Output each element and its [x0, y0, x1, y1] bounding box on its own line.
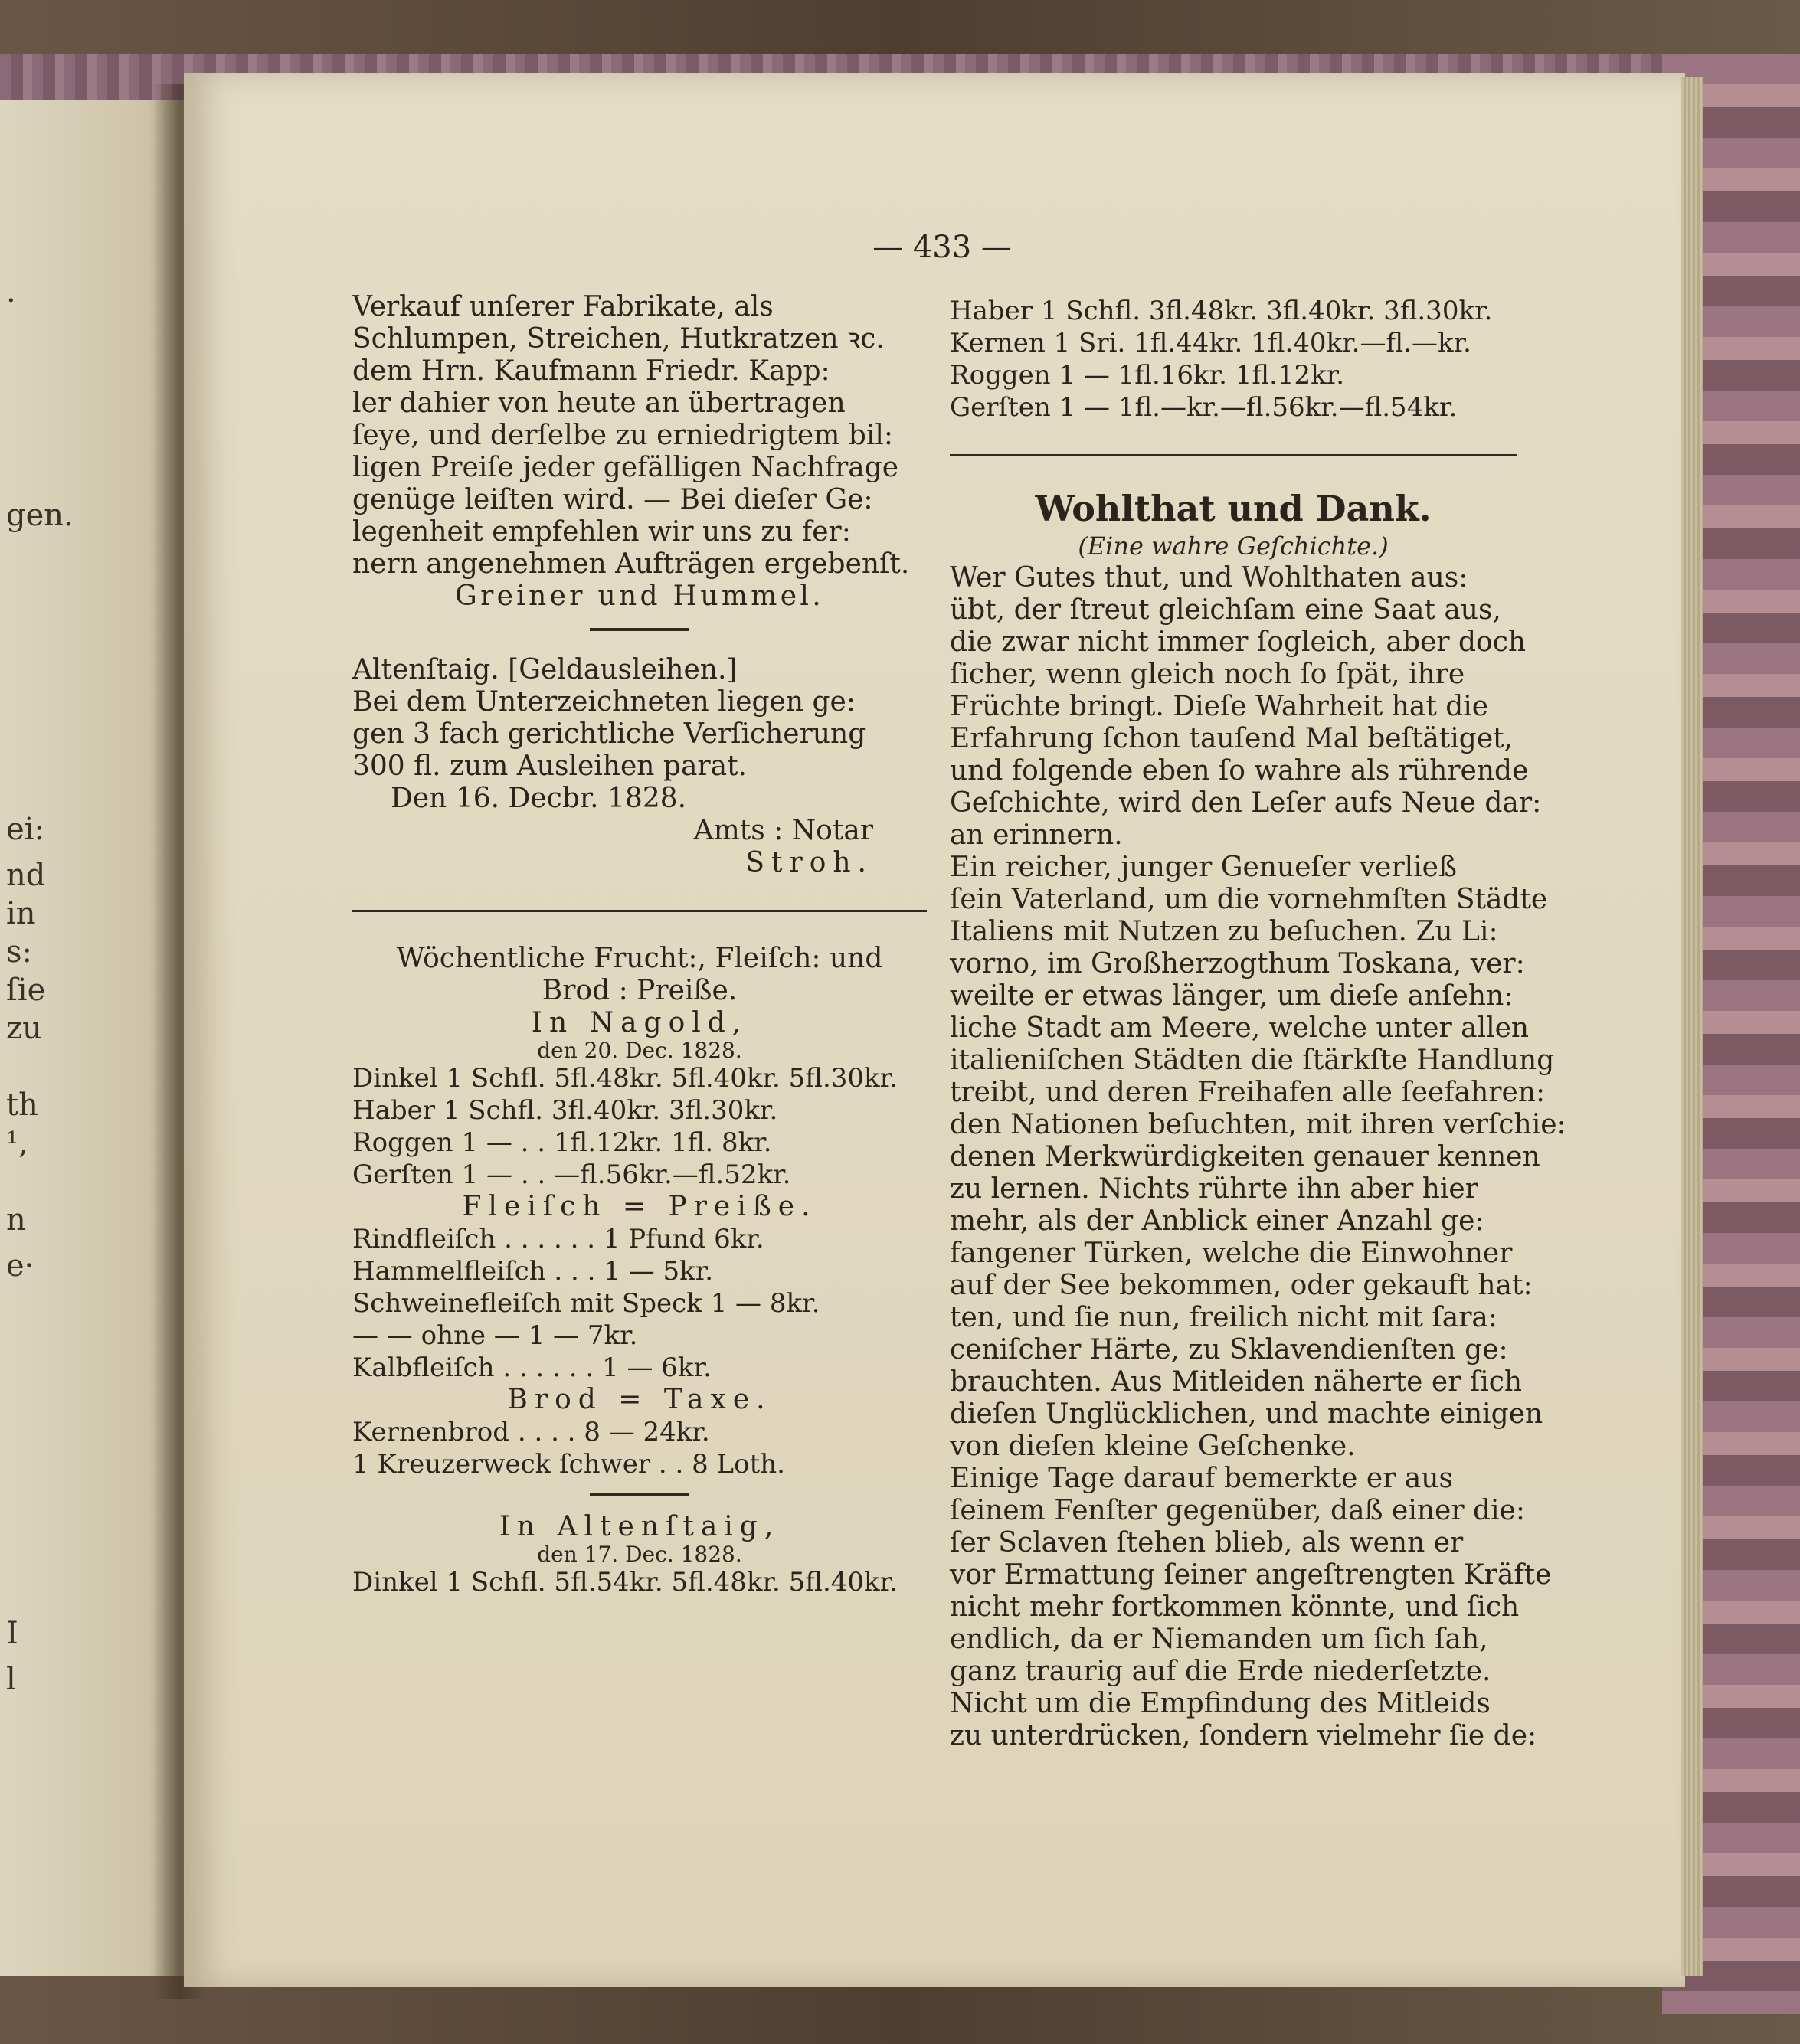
margin-fragment: ¹,: [6, 1126, 28, 1161]
margin-fragment: gen.: [6, 498, 74, 533]
margin-fragment: ·: [6, 283, 16, 319]
price-line: Dinkel 1 Schfl. 5fl.48kr. 5fl.40kr. 5fl.30kr.: [352, 1063, 898, 1094]
text-line: gen 3 fach gerichtliche Verſicherung: [352, 718, 866, 750]
altensteig-date: den 17. Dec. 1828.: [537, 1542, 742, 1567]
text-line: Einige Tage darauf bemerkte er aus: [950, 1463, 1453, 1494]
story-text: [950, 562, 1566, 1752]
text-line: ceniſcher Härte, zu Sklavendienſten ge:: [950, 1334, 1508, 1365]
text-line: mehr, als der Anblick einer Anzahl ge:: [950, 1205, 1484, 1237]
text-line: brauchten. Aus Mitleiden näherte er ſich: [950, 1366, 1523, 1398]
page-number: — 433 —: [872, 230, 1012, 265]
price-line: — — ohne — 1 — 7kr.: [352, 1320, 638, 1351]
text-line: endlich, da er Niemanden um ſich ſah,: [950, 1624, 1488, 1655]
text-line: legenheit empfehlen wir uns zu fer:: [352, 516, 851, 548]
notice-name: Stroh.: [745, 847, 873, 878]
text-line: und folgende eben ſo wahre als rührende: [950, 755, 1529, 787]
price-line: Hammelfleiſch . . . 1 — 5kr.: [352, 1256, 714, 1287]
text-line: die zwar nicht immer ſogleich, aber doch: [950, 626, 1527, 658]
text-line: Verkauf unſerer Fabrikate, als: [352, 291, 774, 322]
prices-heading: Wöchentliche Frucht:, Fleiſch: und: [396, 943, 883, 974]
margin-fragment: in: [6, 896, 36, 931]
story-title: Wohlthat und Dank.: [1035, 488, 1432, 529]
text-line: ſer Sclaven ſtehen blieb, als wenn er: [950, 1527, 1464, 1558]
text-line: auf der See bekommen, oder gekauft hat:: [950, 1270, 1533, 1301]
price-line: Rindfleiſch . . . . . . 1 Pfund 6kr.: [352, 1224, 764, 1254]
text-line: Altenſtaig. [Geldausleihen.]: [352, 654, 738, 685]
price-line: 1 Kreuzerweck ſchwer . . 8 Loth.: [352, 1449, 785, 1480]
text-line: liche Stadt am Meere, welche unter allen: [950, 1012, 1530, 1044]
altensteig-grain-continued: [950, 295, 1517, 424]
text-line: 300 fl. zum Ausleihen parat.: [352, 751, 747, 782]
text-line: weilte er etwas länger, um dieſe anſehn:: [950, 980, 1514, 1012]
story-subtitle: (Eine wahre Geſchichte.): [1078, 531, 1389, 561]
margin-fragment: ei:: [6, 812, 44, 847]
margin-fragment: s:: [6, 934, 33, 970]
text-line: ſeye, und derſelbe zu erniedrigtem bil:: [352, 420, 893, 451]
text-line: zu lernen. Nichts rührte ihn aber hier: [950, 1173, 1478, 1205]
altensteig-title: In Altenſtaig,: [499, 1511, 781, 1542]
price-line: Roggen 1 — 1fl.16kr. 1fl.12kr.: [950, 360, 1345, 391]
text-line: ler dahier von heute an übertragen: [352, 388, 846, 419]
bread-prices: [352, 1416, 927, 1480]
text-line: ſicher, wenn gleich noch ſo ſpät, ihre: [950, 659, 1465, 690]
text-line: italieniſchen Städten die ſtärkſte Handlung: [950, 1045, 1555, 1076]
text-line: Schlumpen, Streichen, Hutkratzen ꝛc.: [352, 323, 885, 355]
text-line: Italiens mit Nutzen zu beſuchen. Zu Li:: [950, 916, 1498, 947]
text-line: dieſen Unglücklichen, und machte einigen: [950, 1398, 1543, 1430]
text-line: Ein reicher, junger Genueſer verließ: [950, 852, 1458, 883]
price-line: Dinkel 1 Schfl. 5fl.54kr. 5fl.48kr. 5fl.40kr.: [352, 1567, 898, 1598]
nagold-date: den 20. Dec. 1828.: [537, 1038, 742, 1063]
nagold-title: In Nagold,: [531, 1007, 748, 1038]
right-column: [950, 295, 1566, 1752]
margin-fragment: l: [6, 1662, 16, 1697]
text-line: Früchte bringt. Dieſe Wahrheit hat die: [950, 691, 1489, 722]
bread-title: Brod = Taxe.: [507, 1384, 772, 1415]
text-line: fangener Türken, welche die Einwohner: [950, 1238, 1513, 1269]
text-line: treibt, und deren Freihafen alle ſeefahren:: [950, 1077, 1546, 1108]
notice-office: Amts : Notar: [693, 815, 873, 846]
separator-rule: [950, 454, 1517, 456]
text-line: Bei dem Unterzeichneten liegen ge:: [352, 686, 856, 718]
text-line: nicht mehr fortkommen könnte, und ſich: [950, 1591, 1520, 1623]
notice-geldausleihen: [352, 654, 927, 783]
price-line: Gerſten 1 — 1fl.—kr.—fl.56kr.—fl.54kr.: [950, 392, 1458, 423]
margin-fragment: zu: [6, 1011, 42, 1046]
text-line: den Nationen beſuchten, mit ihren verſchie:: [950, 1109, 1566, 1140]
margin-fragment: n: [6, 1202, 26, 1238]
text-line: übt, der ſtreut gleichſam eine Saat aus,: [950, 594, 1501, 626]
text-line: vor Ermattung ſeiner angeſtrengten Kräfte: [950, 1559, 1552, 1591]
separator-rule: [590, 1493, 689, 1496]
price-line: Gerſten 1 — . . —fl.56kr.—fl.52kr.: [352, 1159, 791, 1190]
text-line: zu unterdrücken, ſondern vielmehr ſie de:: [950, 1720, 1537, 1751]
text-line: ſeinem Fenſter gegenüber, daß einer die:: [950, 1495, 1525, 1526]
prices-heading-2: Brod : Preiße.: [542, 975, 738, 1006]
text-line: denen Merkwürdigkeiten genauer kennen: [950, 1141, 1540, 1172]
margin-fragment: e·: [6, 1248, 34, 1284]
price-line: Haber 1 Schfl. 3fl.40kr. 3fl.30kr.: [352, 1095, 778, 1126]
margin-fragment: ſie: [6, 973, 46, 1008]
text-line: Wer Gutes thut, und Wohlthaten aus:: [950, 562, 1468, 594]
separator-rule: [590, 628, 689, 631]
price-line: Kernenbrod . . . . 8 — 24kr.: [352, 1417, 710, 1447]
text-line: ſein Vaterland, um die vornehmſten Städte: [950, 884, 1548, 915]
price-line: Kernen 1 Sri. 1fl.44kr. 1fl.40kr.—fl.—kr.: [950, 328, 1471, 358]
left-column: [352, 291, 927, 1598]
meat-prices: [352, 1223, 927, 1384]
altensteig-grain-prices: [352, 1566, 927, 1598]
price-line: Roggen 1 — . . 1fl.12kr. 1fl. 8kr.: [352, 1127, 772, 1158]
margin-fragment: nd: [6, 858, 46, 893]
page-edge-stack: [1681, 77, 1703, 1976]
notice-date: Den 16. Decbr. 1828.: [391, 783, 687, 814]
text-line: Geſchichte, wird den Leſer aufs Neue dar:: [950, 787, 1542, 819]
text-line: nern angenehmen Aufträgen ergebenſt.: [352, 548, 910, 580]
text-line: dem Hrn. Kaufmann Friedr. Kapp:: [352, 355, 830, 387]
price-line: Haber 1 Schfl. 3fl.48kr. 3fl.40kr. 3fl.30kr.: [950, 296, 1493, 326]
notice-signature: Greiner und Hummel.: [455, 580, 824, 612]
margin-fragment: I: [6, 1616, 18, 1651]
price-line: Schweinefleiſch mit Speck 1 — 8kr.: [352, 1288, 820, 1319]
price-line: Kalbfleiſch . . . . . . 1 — 6kr.: [352, 1352, 712, 1383]
notice-fabrikate: [352, 291, 927, 580]
text-line: Nicht um die Empfindung des Mitleids: [950, 1688, 1491, 1719]
text-line: vorno, im Großherzogthum Toskana, ver:: [950, 948, 1525, 979]
text-line: an erinnern.: [950, 819, 1123, 851]
text-line: ligen Preiſe jeder gefälligen Nachfrage: [352, 452, 899, 483]
text-line: von dieſen kleine Geſchenke.: [950, 1431, 1356, 1462]
meat-title: Fleiſch = Preiße.: [462, 1191, 817, 1222]
margin-fragment: th: [6, 1087, 38, 1123]
separator-rule: [352, 910, 927, 912]
text-line: genüge leiſten wird. — Bei dieſer Ge:: [352, 484, 873, 515]
text-line: ganz traurig auf die Erde niederſetzte.: [950, 1656, 1491, 1687]
nagold-grain-prices: [352, 1062, 927, 1191]
text-line: ten, und ſie nun, freilich nicht mit ſara:: [950, 1302, 1498, 1333]
text-line: Erfahrung ſchon tauſend Mal beſtätiget,: [950, 723, 1514, 754]
